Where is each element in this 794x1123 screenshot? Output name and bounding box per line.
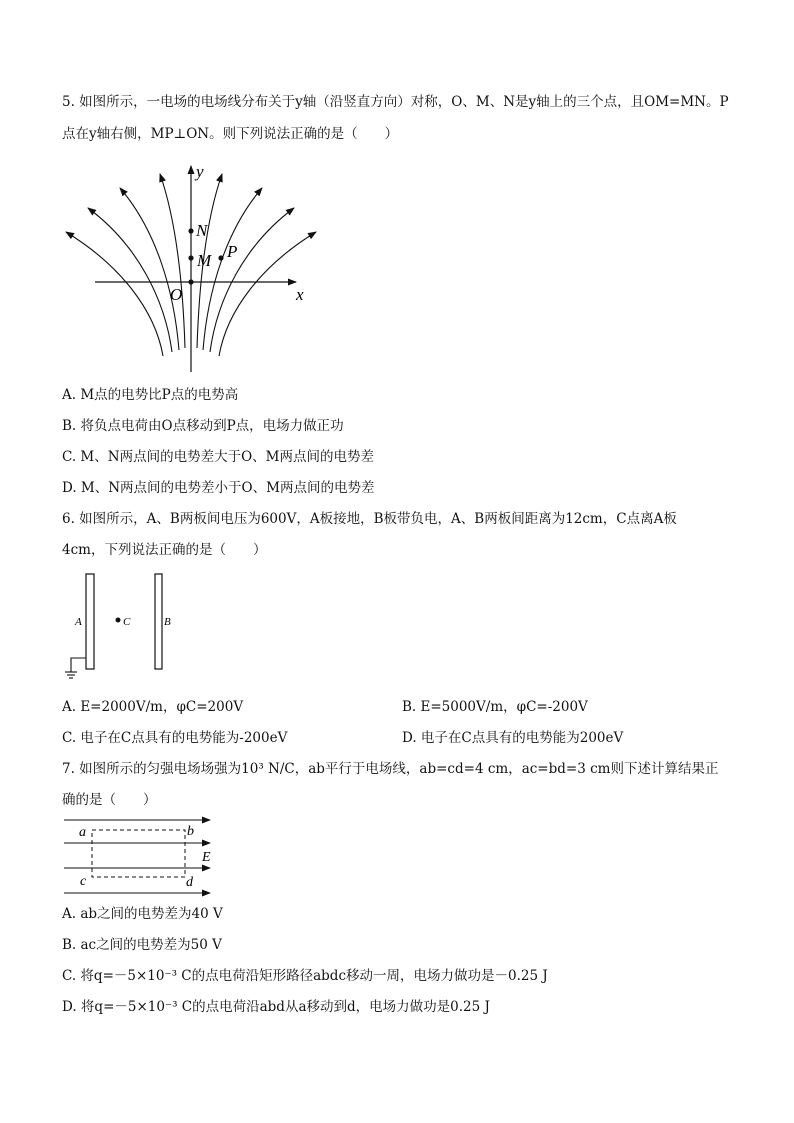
q5-option-c: C. M、N两点间的电势差大于O、M两点间的电势差 [62, 449, 374, 465]
label-e: E [202, 850, 211, 865]
point-n [188, 228, 193, 233]
label-o: O [170, 285, 183, 304]
dashed-rectangle [92, 830, 185, 877]
label-a: a [79, 825, 86, 840]
x-axis-label: x [296, 285, 304, 304]
q7-stem-line2: 确的是（ ） [62, 792, 157, 808]
y-axis-label: y [196, 162, 204, 181]
q5-stem-line1: 5. 如图所示，一电场的电场线分布关于y轴（沿竖直方向）对称，O、M、N是y轴上的三个点，且OM=MN。P [62, 94, 729, 110]
q6-option-b: B. E=5000V/m，φC=-200V [402, 699, 588, 715]
q6-options-row2 [62, 729, 742, 747]
q5-field-lines-figure [60, 160, 330, 375]
point-p [218, 255, 223, 260]
field-line [210, 208, 294, 352]
label-m: M [197, 251, 212, 270]
q6-stem-line2: 4cm，下列说法正确的是（ ） [62, 542, 267, 558]
q5-option-b: B. 将负点电荷由O点移动到P点，电场力做正功 [62, 418, 344, 434]
field-line [66, 232, 163, 356]
point-c [116, 618, 121, 623]
q7-stem-line1: 7. 如图所示的匀强电场场强为10³ N/C，ab平行于电场线，ab=cd=4 cm，ac=bd=3 cm则下述计算结果正 [62, 761, 719, 777]
plate-b [155, 574, 162, 669]
label-n: N [196, 221, 208, 240]
q7-uniform-field-figure [62, 814, 222, 898]
q7-option-b: B. ac之间的电势差为50 V [62, 937, 222, 953]
q6-option-d: D. 电子在C点具有的电势能为200eV [402, 730, 624, 746]
label-a: A [75, 616, 82, 628]
q6-options-row1 [62, 698, 742, 716]
q5-option-a: A. M点的电势比P点的电势高 [62, 387, 239, 403]
q7-option-a: A. ab之间的电势差为40 V [62, 906, 223, 922]
label-b: B [164, 616, 171, 628]
label-c: c [80, 874, 87, 889]
q6-option-c: C. 电子在C点具有的电势能为-200eV [62, 730, 288, 746]
label-b: b [187, 824, 194, 839]
q6-plates-figure [62, 570, 192, 682]
plate-a [86, 574, 94, 669]
label-c: C [123, 616, 131, 628]
q7-option-d: D. 将q=－5×10⁻³ C的点电荷沿abd从a移动到d，电场力做功是0.25 J [62, 999, 490, 1015]
q5-option-d: D. M、N两点间的电势差小于O、M两点间的电势差 [62, 480, 375, 496]
q6-stem-line1: 6. 如图所示，A、B两板间电压为600V，A板接地，B板带负电，A、B两板间距离为12cm，C点离A板 [62, 511, 677, 527]
ground-wire [71, 658, 86, 672]
field-line [160, 174, 185, 348]
point-m [188, 255, 193, 260]
label-d: d [186, 875, 193, 890]
point-o [188, 279, 193, 284]
q5-stem-line2: 点在y轴右侧，MP⊥ON。则下列说法正确的是（ ） [62, 126, 399, 142]
q7-option-c: C. 将q=－5×10⁻³ C的点电荷沿矩形路径abdc移动一周，电场力做功是－0.25 J [62, 968, 548, 984]
q6-option-a: A. E=2000V/m，φC=200V [62, 699, 244, 715]
label-p: P [227, 242, 238, 261]
field-line [88, 208, 172, 352]
